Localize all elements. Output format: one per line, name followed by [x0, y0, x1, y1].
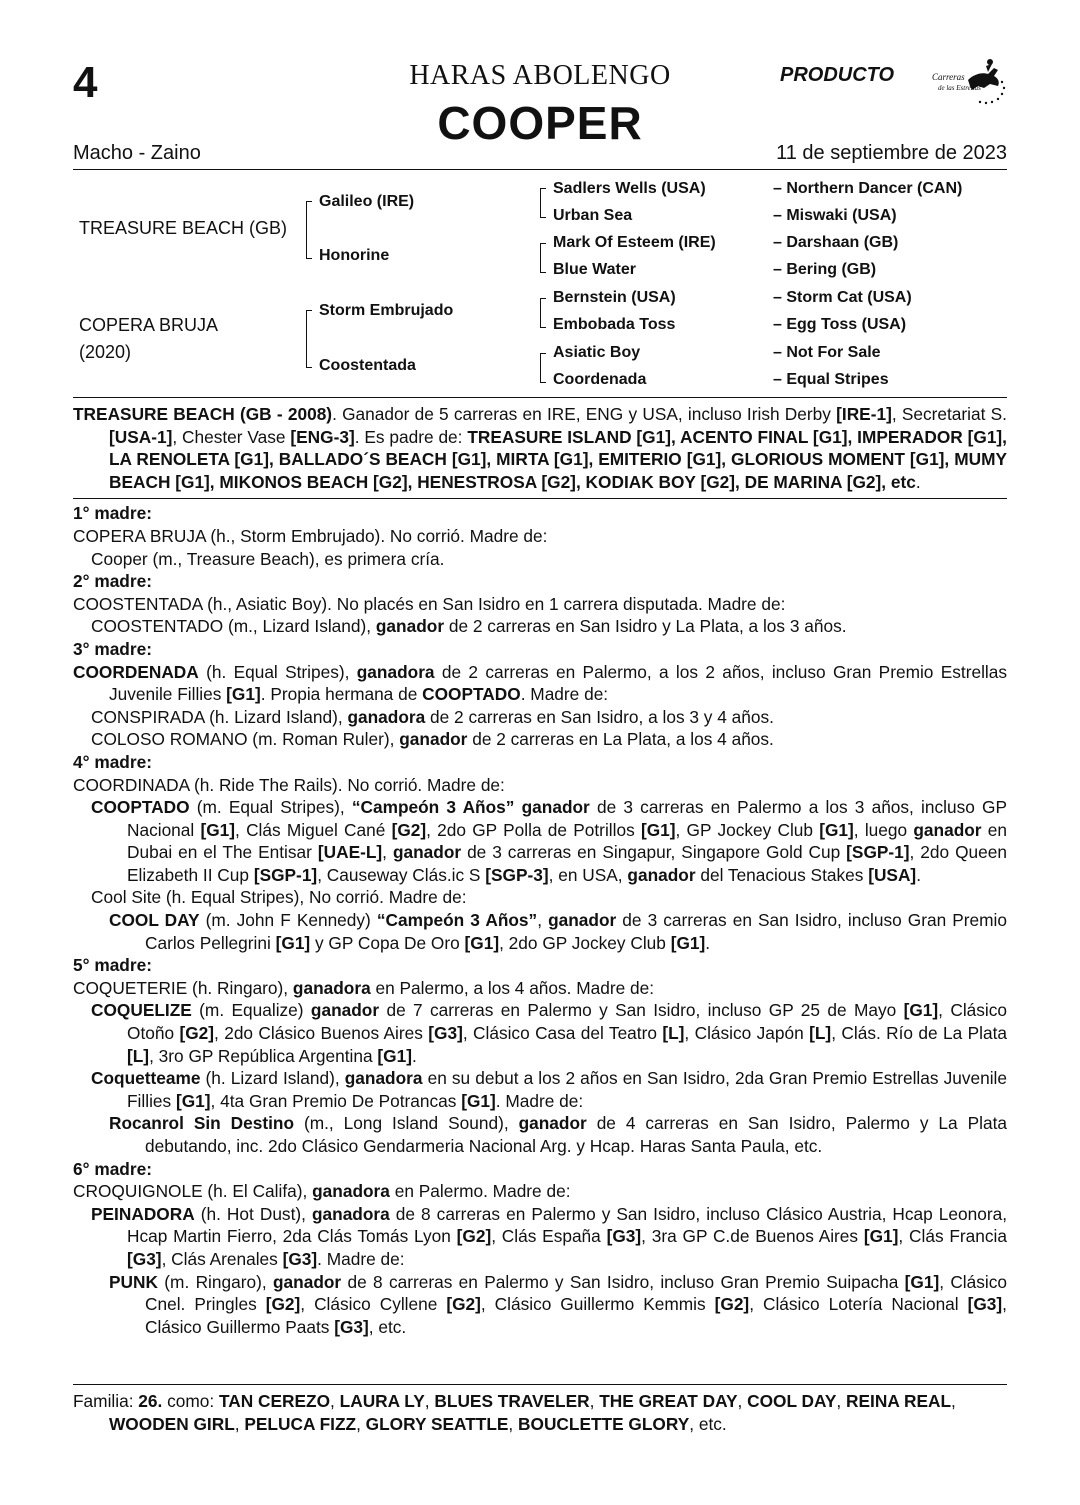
- pedigree-gen4: – Egg Toss (USA): [773, 316, 907, 333]
- logo-text-estrellas: de las Estrellas: [938, 84, 981, 92]
- catalog-label: PRODUCTO: [780, 64, 895, 86]
- birth-date: 11 de septiembre de 2023: [776, 142, 1007, 164]
- horse-name: COOPER: [437, 97, 643, 149]
- pedigree-sire: TREASURE BEACH (GB): [79, 218, 288, 238]
- pedigree-gen3: Asiatic Boy: [553, 344, 641, 361]
- pedigree-bracket: [540, 353, 546, 383]
- dam-5-text: COQUETERIE (h. Ringaro), ganadora en Palermo, a los 4 años. Madre de:: [73, 977, 655, 998]
- pedigree-bracket: [540, 298, 546, 328]
- dam-1-produce: Cooper (m., Treasure Beach), es primera cría.: [91, 548, 445, 569]
- dam-6-text: CROQUIGNOLE (h. El Califa), ganadora en Palermo. Madre de:: [73, 1181, 571, 1202]
- logo-text-carreras: Carreras: [932, 72, 965, 82]
- pedigree-gen3: Urban Sea: [553, 207, 633, 224]
- dam-5-produce-coquelize: COQUELIZE (m. Equalize) ganador de 7 carreras en Palermo y San Isidro, incluso GP 25 de Mayo [G1], Clásico Otoño [G2], 2do Clásico Buenos Aires [G3], Clásico Casa del Teatro [L], Clásico Japón [L], Clás. Río de La Plata [L], 3ro GP República Argentina [G1].: [91, 1000, 1008, 1066]
- pedigree-gen4: – Miswaki (USA): [773, 207, 897, 224]
- pedigree-gen3: Mark Of Esteem (IRE): [553, 234, 716, 251]
- pedigree-bracket: [306, 310, 312, 368]
- dam-heading-6: 6° madre:: [73, 1158, 152, 1179]
- pedigree-gen4: – Darshaan (GB): [773, 234, 899, 251]
- sex-color: Macho - Zaino: [73, 142, 201, 164]
- lot-number: 4: [73, 58, 98, 107]
- pedigree-bracket: [540, 243, 546, 273]
- dam-3-produce: CONSPIRADA (h. Lizard Island), ganadora de 2 carreras en San Isidro, a los 3 y 4 años.: [91, 706, 774, 727]
- dam-5-produce-rocanrol: Rocanrol Sin Destino (m., Long Island Sound), ganador de 4 carreras en San Isidro, Palermo y La Plata debutando, inc. 2do Clásico Gendarmeria Nacional Arg. y Hcap. Haras Santa Paula, etc.: [109, 1113, 1007, 1156]
- dam-heading-4: 4° madre:: [73, 751, 152, 772]
- dam-4-text: COORDINADA (h. Ride The Rails). No corrió. Madre de:: [73, 774, 505, 795]
- family-divider: [73, 1384, 1007, 1385]
- breeder-name: HARAS ABOLENGO: [409, 60, 671, 91]
- dam-6-produce-punk: PUNK (m. Ringaro), ganador de 8 carreras en Palermo y San Isidro, incluso Gran Premio Suipacha [G1], Clásico Cnel. Pringles [G2], Clásico Cyllene [G2], Clásico Guillermo Kemmis [G2], Clásico Lotería Nacional [G3], Clásico Guillermo Paats [G3], etc.: [109, 1271, 1007, 1337]
- pedigree-gen4: – Not For Sale: [773, 344, 881, 361]
- pedigree-gen3: Blue Water: [553, 261, 636, 278]
- pedigree-gen4: – Northern Dancer (CAN): [773, 180, 963, 197]
- pedigree-dam-dam: Coostentada: [319, 357, 416, 374]
- dam-heading-1: 1° madre:: [73, 503, 152, 524]
- dam-3-produce: COLOSO ROMANO (m. Roman Ruler), ganador de 2 carreras en La Plata, a los 4 años.: [91, 729, 774, 750]
- pedigree-bracket: [306, 201, 312, 259]
- pedigree-gen4: – Bering (GB): [773, 261, 877, 278]
- dam-4-produce-cooptado: COOPTADO (m. Equal Stripes), “Campeón 3 Años” ganador de 3 carreras en Palermo a los 3 años, incluso GP Nacional [G1], Clás Miguel Cané [G2], 2do GP Polla de Potrillos [G1], GP Jockey Club [G1], luego ganador en Dubai en el The Entisar [UAE-L], ganador de 3 carreras en Singapur, Singapore Gold Cup [SGP-1], 2do Queen Elizabeth II Cup [SGP-1], Causeway Clás.ic S [SGP-3], en USA, ganador del Tenacious Stakes [USA].: [91, 797, 1008, 885]
- dam-4-produce-cool-site: Cool Site (h. Equal Stripes), No corrió. Madre de:: [91, 887, 467, 908]
- pedigree-sire-sire: Galileo (IRE): [319, 193, 415, 210]
- header-divider: [73, 169, 1007, 170]
- dam-heading-2: 2° madre:: [73, 571, 152, 592]
- pedigree-dam: COPERA BRUJA: [79, 315, 219, 335]
- carreras-de-las-estrellas-logo: [928, 52, 1008, 112]
- dam-2-text: COOSTENTADA (h., Asiatic Boy). No placés en San Isidro en 1 carrera disputada. Madre de:: [73, 593, 786, 614]
- dam-heading-3: 3° madre:: [73, 638, 152, 659]
- pedigree-gen3: Sadlers Wells (USA): [553, 180, 706, 197]
- pedigree-gen4: – Equal Stripes: [773, 371, 889, 388]
- dam-1-text: COPERA BRUJA (h., Storm Embrujado). No corrió. Madre de:: [73, 525, 548, 546]
- dam-2-produce: COOSTENTADO (m., Lizard Island), ganador de 2 carreras en San Isidro y La Plata, a los 3 años.: [91, 616, 847, 637]
- dam-5-produce-coquetteame: Coquetteame (h. Lizard Island), ganadora en su debut a los 2 años en San Isidro, 2da Gran Premio Estrellas Juvenile Fillies [G1], 4ta Gran Premio De Potrancas [G1]. Madre de:: [91, 1068, 1007, 1111]
- pedigree-divider: [73, 397, 1007, 398]
- pedigree-gen3: Bernstein (USA): [553, 289, 676, 306]
- catalog-body: [73, 403, 1007, 1338]
- family-line: Familia: 26. como: TAN CEREZO, LAURA LY, BLUES TRAVELER, THE GREAT DAY, COOL DAY, REINA REAL, WOODEN GIRL, PELUCA FIZZ, GLORY SEATTLE, BOUCLETTE GLORY, etc.: [73, 1391, 956, 1434]
- pedigree-bracket: [540, 188, 546, 218]
- horse-jockey-icon: [928, 52, 1008, 112]
- dam-6-produce-peinadora: PEINADORA (h. Hot Dust), ganadora de 8 carreras en Palermo y San Isidro, incluso Clásico Austria, Hcap Leonora, Hcap Martin Fierro, 2da Clás Tomás Lyon [G2], Clás España [G3], 3ra GP C.de Buenos Aires [G1], Clás Francia [G3], Clás Arenales [G3]. Madre de:: [91, 1203, 1007, 1269]
- pedigree-gen4: – Storm Cat (USA): [773, 289, 912, 306]
- pedigree-dam-sire: Storm Embrujado: [319, 302, 454, 319]
- sire-divider: [73, 498, 1007, 499]
- pedigree-gen3: Coordenada: [553, 371, 647, 388]
- pedigree-gen3: Embobada Toss: [553, 316, 676, 333]
- sire-summary: TREASURE BEACH (GB - 2008). Ganador de 5 carreras en IRE, ENG y USA, incluso Irish Derby [IRE-1], Secretariat S. [USA-1], Chester Vase [ENG-3]. Es padre de: TREASURE ISLAND [G1], ACENTO FINAL [G1], IMPERADOR [G1], LA RENOLETA [G1], BALLADO´S BEACH [G1], MIRTA [G1], EMITERIO [G1], GLORIOUS MOMENT [G1], MUMY BEACH [G1], MIKONOS BEACH [G2], HENESTROSA [G2], KODIAK BOY [G2], DE MARINA [G2], etc.: [73, 404, 1007, 492]
- dam-heading-5: 5° madre:: [73, 955, 152, 976]
- dam-3-text: COORDENADA (h. Equal Stripes), ganadora de 2 carreras en Palermo, a los 2 años, incluso Gran Premio Estrellas Juvenile Fillies [G1]. Propia hermana de COOPTADO. Madre de:: [73, 661, 1007, 705]
- dam-4-produce-cool-day: COOL DAY (m. John F Kennedy) “Campeón 3 Años”, ganador de 3 carreras en San Isidro, incluso Gran Premio Carlos Pellegrini [G1] y GP Copa De Oro [G1], 2do GP Jockey Club [G1].: [109, 910, 1008, 953]
- pedigree-sire-dam: Honorine: [319, 247, 390, 264]
- pedigree-dam-year: (2020): [79, 342, 132, 362]
